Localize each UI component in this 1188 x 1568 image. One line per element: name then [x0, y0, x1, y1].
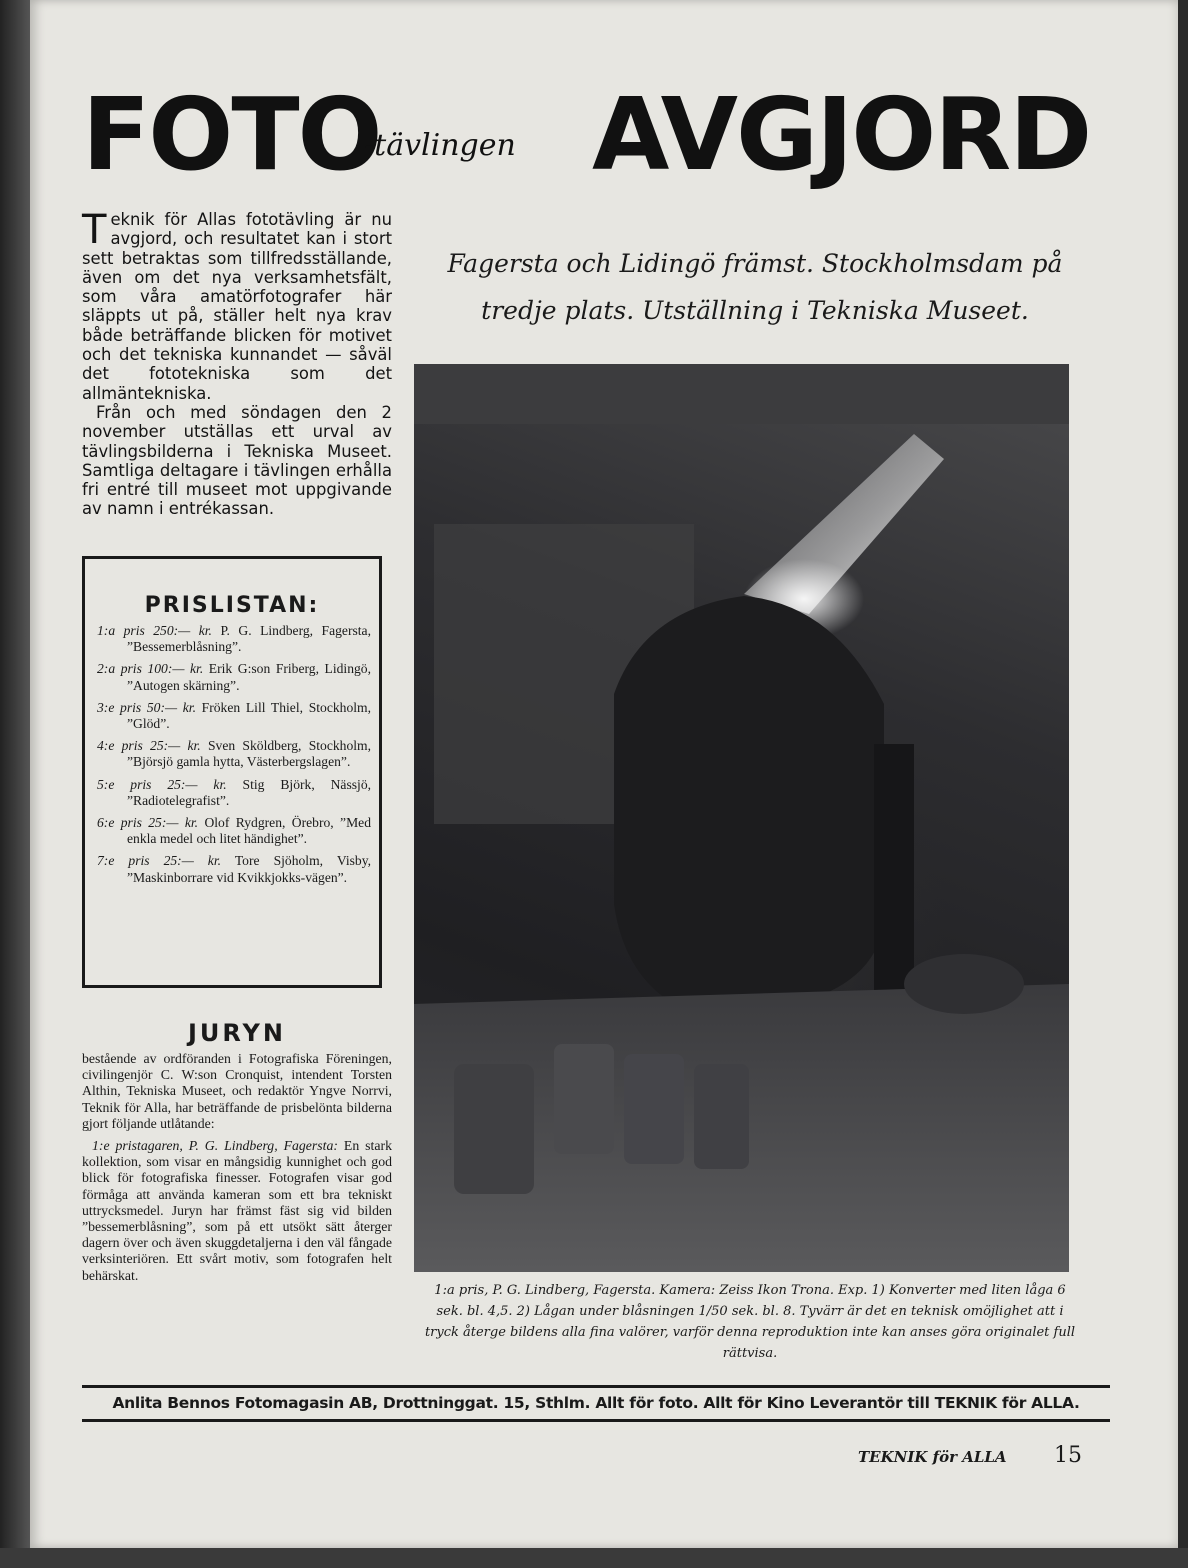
- intro-paragraph-2: Från och med söndagen den 2 november utställas ett urval av tävlingsbilderna i Tekniska Museet. Samtliga deltagare i tävlingen erhålla fri entré till museet mot uppgivande av namn i entrékassan.: [82, 402, 392, 519]
- prize-rank: 3:e: [97, 699, 115, 715]
- intro-paragraph-1-body: eknik för Allas fototävling är nu avgjord, och resultatet kan i stort sett betraktas som tillfredsställande, även om det nya verksamhetsfält, som våra amatörfotografer här släppts ut på, ställer helt nya krav både beträffande blicken för motivet och det tekniska kunnandet — såväl det fototekniska som det allmäntekniska.: [82, 210, 392, 403]
- headline-script: -tävlingen: [364, 128, 516, 163]
- ingot-mould-4: [454, 1064, 534, 1194]
- subtitle-line-1: Fagersta och Lidingö främst. Stockholmsdam på: [447, 249, 1063, 278]
- subtitle-line-2: tredje plats. Utställning i Tekniska Museet.: [481, 296, 1029, 325]
- prize-winner: P. G. Lindberg, Fagersta, ”Bessemerblåsning”.: [127, 623, 371, 655]
- converter-vessel: [614, 596, 884, 1004]
- prize-amount: pris 100:— kr.: [120, 661, 204, 677]
- prize-amount: pris 50:— kr.: [120, 699, 196, 715]
- prize-list: [97, 623, 371, 892]
- prize-list-box: [82, 556, 382, 988]
- ingot-mould-1: [554, 1044, 614, 1154]
- headline-foto: FOTO: [82, 76, 381, 193]
- advertisement-banner: Anlita Bennos Fotomagasin AB, Drottninggat. 15, Sthlm. Allt för foto. Allt för Kino Leverantör till TEKNIK för ALLA.: [82, 1385, 1110, 1422]
- prize-list-title: PRISLISTAN:: [144, 593, 320, 618]
- prize-amount: pris 25:— kr.: [130, 776, 227, 792]
- floor-debris: [904, 954, 1024, 1014]
- prize-rank: 2:a: [97, 661, 116, 677]
- prize-item-1: [97, 623, 371, 655]
- prize-winner: Sven Sköldberg, Stockholm, ”Björsjö gamla hytta, Västerbergslagen”.: [127, 738, 372, 770]
- bessemer-converter-illustration: [414, 364, 1069, 1272]
- prize-amount: pris 25:— kr.: [128, 853, 222, 869]
- jury-verdict-lead: 1:e pristagaren, P. G. Lindberg, Fagersta:: [92, 1138, 338, 1154]
- footer-magazine-name: TEKNIK för ALLA: [858, 1448, 1007, 1466]
- drop-cap: T: [82, 207, 107, 253]
- prize-rank: 4:e: [97, 738, 115, 754]
- ingot-mould-2: [624, 1054, 684, 1164]
- jury-text: [82, 1051, 392, 1290]
- headline-avgjord: AVGJORD: [592, 76, 1091, 193]
- prize-amount: pris 250:— kr.: [123, 623, 212, 638]
- prize-item-7: [97, 853, 371, 885]
- ingot-mould-3: [694, 1064, 749, 1169]
- prize-item-4: [97, 738, 371, 770]
- prize-item-3: [97, 700, 371, 732]
- prize-rank: 6:e: [97, 815, 115, 831]
- winning-photo: [414, 364, 1069, 1272]
- prize-rank: 1:a: [97, 623, 116, 638]
- headline: [82, 76, 1091, 193]
- jury-intro: bestående av ordföranden i Fotografiska Föreningen, civilingenjör C. W:son Cronquist, intendent Torsten Althin, Tekniska Museet, och redaktör Yngve Norrvi, Teknik för Alla, har beträffande de prisbelönta bilderna gjort följande utlåtande:: [82, 1051, 392, 1131]
- prize-winner: Fröken Lill Thiel, Stockholm, ”Glöd”.: [127, 699, 371, 732]
- prize-winner: Erik G:son Friberg, Lidingö, ”Autogen skärning”.: [127, 661, 371, 693]
- prize-winner: Olof Rydgren, Örebro, ”Med enkla medel och litet händighet”.: [127, 815, 371, 847]
- prize-amount: pris 25:— kr.: [120, 815, 199, 831]
- prize-winner: Stig Björk, Nässjö, ”Radiotelegrafist”.: [127, 776, 372, 808]
- prize-rank: 7:e: [97, 853, 115, 869]
- prize-winner: Tore Sjöholm, Visby, ”Maskinborrare vid Kvikkjokks-vägen”.: [127, 853, 372, 885]
- page-number: 15: [1054, 1443, 1082, 1468]
- prize-item-5: [97, 777, 371, 809]
- subtitle: [415, 240, 1095, 334]
- intro-text: [82, 207, 392, 519]
- prize-item-6: [97, 815, 371, 847]
- ceiling-beam: [414, 364, 1069, 424]
- jury-verdict-body: En stark kollektion, som visar en mångsidig kunnighet och god blick för fotografiska finesser. Fotografen visar god förmåga att använda kameran som ett bra tekniskt uttrycksmedel. Juryn har främst fäst sig vid bilden ”bessemerblåsning”, som på ett utsökt sätt återger dagern över och även skuggdetaljerna i den väl fångade verksinteriören. Ett svårt motiv, som fotografen helt behärskat.: [82, 1138, 392, 1283]
- intro-paragraph-1: [82, 207, 392, 403]
- binding-edge: [0, 0, 30, 1548]
- jury-title: JURYN: [187, 1019, 287, 1047]
- prize-rank: 5:e: [97, 776, 115, 792]
- prize-amount: pris 25:— kr.: [121, 738, 201, 754]
- photo-caption: 1:a pris, P. G. Lindberg, Fagersta. Kamera: Zeiss Ikon Trona. Exp. 1) Konverter med liten låga 6 sek. bl. 4,5. 2) Lågan under blåsningen 1/50 sek. bl. 8. Tyvärr är det en teknisk omöjlighet att i tryck återge bildens alla fina valörer, varför denna reproduktion inte kan anses göra originalet full rättvisa.: [424, 1283, 1076, 1361]
- jury-verdict: [82, 1138, 392, 1284]
- prize-item-2: [97, 661, 371, 693]
- page-bottom-edge: [0, 1548, 1188, 1568]
